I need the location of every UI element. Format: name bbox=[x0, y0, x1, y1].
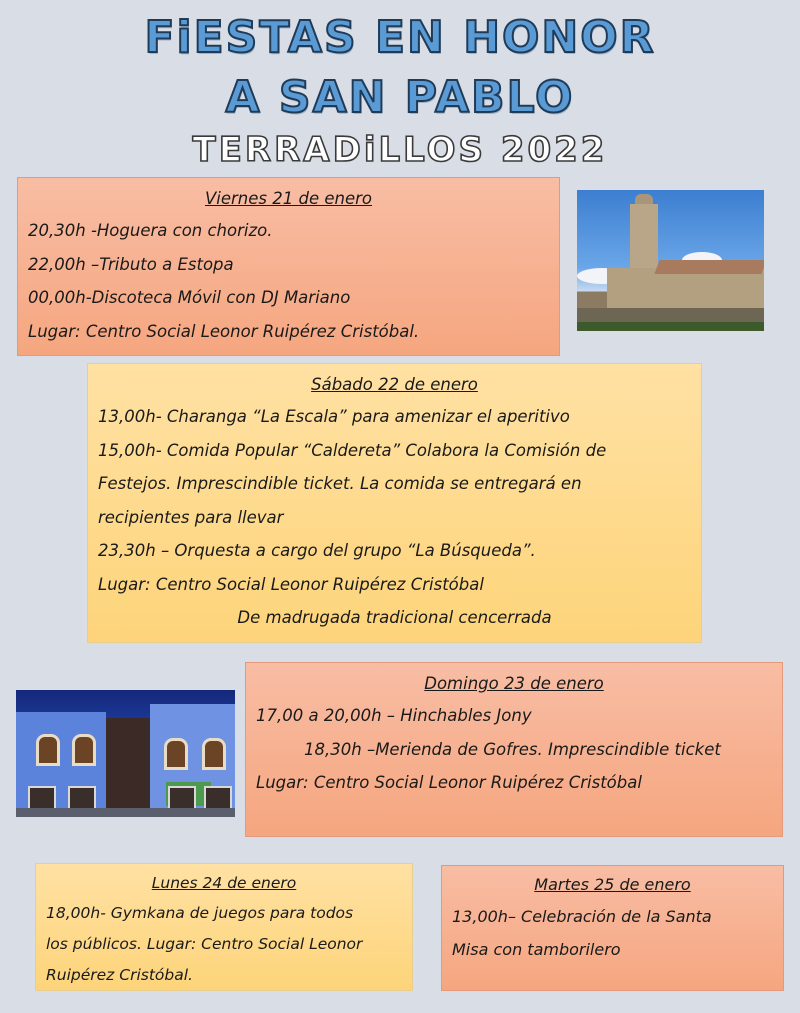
day-heading: Martes 25 de enero bbox=[534, 875, 691, 894]
event-line: 13,00h- Charanga “La Escala” para amenizar el aperitivo bbox=[98, 407, 570, 426]
community-center-photo bbox=[16, 690, 235, 817]
church-roof bbox=[654, 260, 764, 274]
window bbox=[68, 786, 96, 810]
window bbox=[28, 786, 56, 810]
day-box-sabado bbox=[87, 363, 702, 643]
arched-window bbox=[164, 738, 188, 770]
day-box-lunes bbox=[35, 863, 413, 991]
event-line: 22,00h –Tributo a Estopa bbox=[28, 254, 234, 274]
event-line: 18,30h –Merienda de Gofres. Imprescindible ticket bbox=[304, 739, 721, 759]
venue-line: Lugar: Centro Social Leonor Ruipérez Cristóbal. bbox=[28, 321, 420, 341]
event-line: 18,00h- Gymkana de juegos para todos bbox=[46, 904, 354, 922]
day-heading: Viernes 21 de enero bbox=[204, 189, 372, 208]
day-heading: Lunes 24 de enero bbox=[151, 874, 297, 892]
church-photo bbox=[577, 190, 764, 331]
event-line: los públicos. Lugar: Centro Social Leonor bbox=[46, 935, 363, 953]
note-line: De madrugada tradicional cencerrada bbox=[237, 608, 552, 627]
event-line: 20,30h -Hoguera con chorizo. bbox=[28, 221, 273, 240]
poster-title-line1: FiESTAS EN HONOR bbox=[144, 12, 656, 63]
event-line: 00,00h-Discoteca Móvil con DJ Mariano bbox=[28, 288, 351, 307]
arched-window bbox=[36, 734, 60, 766]
day-box-martes bbox=[441, 865, 784, 991]
day-box-domingo bbox=[245, 662, 783, 837]
event-line: Misa con tamborilero bbox=[452, 940, 621, 959]
arched-window bbox=[72, 734, 96, 766]
day-box-viernes bbox=[17, 177, 560, 356]
event-line: recipientes para llevar bbox=[98, 507, 284, 527]
poster-title-line2: A SAN PABLO bbox=[225, 72, 575, 123]
venue-line: Lugar: Centro Social Leonor Ruipérez Cristóbal bbox=[256, 773, 642, 792]
event-line: 15,00h- Comida Popular “Caldereta” Colabora la Comisión de bbox=[98, 440, 607, 460]
window bbox=[168, 786, 196, 810]
day-heading: Domingo 23 de enero bbox=[424, 674, 604, 693]
event-line: 17,00 a 20,00h – Hinchables Jony bbox=[256, 706, 532, 725]
venue-line: Lugar: Centro Social Leonor Ruipérez Cristóbal bbox=[98, 574, 484, 594]
window bbox=[204, 786, 232, 810]
building-center bbox=[106, 718, 150, 817]
grass bbox=[577, 322, 764, 331]
venue-line: Ruipérez Cristóbal. bbox=[46, 966, 193, 984]
arched-window bbox=[202, 738, 226, 770]
event-line: 13,00h– Celebración de la Santa bbox=[452, 907, 712, 926]
event-line: Festejos. Imprescindible ticket. La comida se entregará en bbox=[98, 474, 582, 493]
event-line: 23,30h – Orquesta a cargo del grupo “La Búsqueda”. bbox=[98, 541, 536, 560]
poster-subtitle: TERRADiLLOS 2022 bbox=[192, 130, 608, 170]
day-heading: Sábado 22 de enero bbox=[311, 375, 478, 394]
sidewalk bbox=[16, 808, 235, 817]
